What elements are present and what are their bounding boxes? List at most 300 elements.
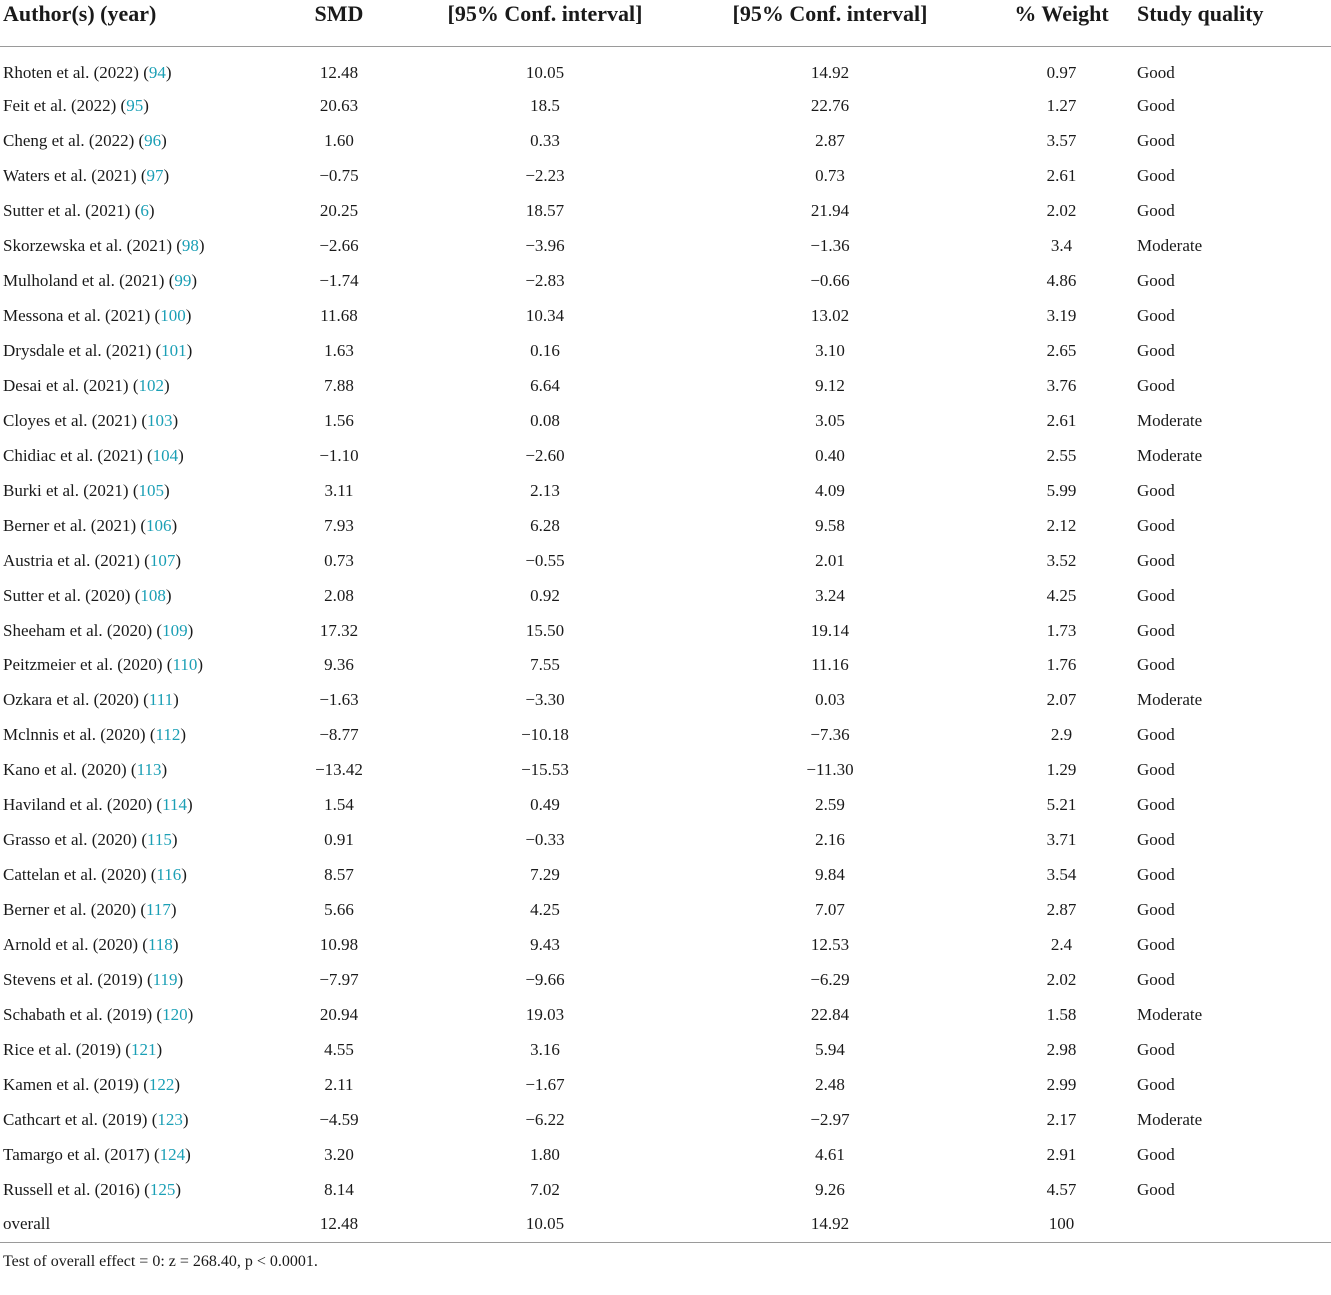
table-row xyxy=(0,508,1331,543)
table-row xyxy=(0,1137,1331,1172)
cell-smd: −0.75 xyxy=(319,166,359,186)
cell-author xyxy=(0,124,258,159)
cell-smd: 0.73 xyxy=(324,550,354,570)
author-close-paren: ) xyxy=(170,900,177,920)
cell-quality: Good xyxy=(1137,63,1175,82)
cell-ci-high: 2.01 xyxy=(815,550,845,570)
cell-ci-low: 0.92 xyxy=(530,585,560,605)
cell-author xyxy=(0,1137,258,1172)
cell-ci-high: 0.40 xyxy=(815,445,845,465)
cell-author xyxy=(0,229,258,264)
cell-quality: Good xyxy=(1137,166,1175,186)
cell-ci-low: −2.83 xyxy=(525,271,565,291)
reference-link[interactable]: 98 xyxy=(181,236,199,256)
cell-ci-low: 19.03 xyxy=(525,1004,565,1024)
author-close-paren: ) xyxy=(186,795,193,815)
table-row xyxy=(0,438,1331,473)
reference-link[interactable]: 99 xyxy=(174,271,192,291)
cell-author xyxy=(0,1172,258,1207)
cell-weight: 2.61 xyxy=(1046,410,1077,430)
author-close-paren: ) xyxy=(163,166,170,186)
cell-ci-high: −2.97 xyxy=(810,1109,850,1129)
cell-weight: 4.25 xyxy=(1046,585,1077,605)
cell-author xyxy=(0,89,258,124)
cell-weight: 3.4 xyxy=(1050,236,1073,256)
cell-ci-high: 2.87 xyxy=(815,131,845,151)
author-text: Grasso et al. (2020) ( xyxy=(3,830,147,850)
table-row xyxy=(0,264,1331,299)
cell-author xyxy=(0,823,258,858)
author-text: Kamen et al. (2019) ( xyxy=(3,1074,149,1094)
table-row xyxy=(0,473,1331,508)
author-close-paren: ) xyxy=(143,96,149,116)
cell-smd: 20.25 xyxy=(319,201,359,221)
cell-ci-high: 9.26 xyxy=(815,1179,845,1199)
reference-link[interactable]: 123 xyxy=(157,1109,183,1129)
cell-weight: 2.98 xyxy=(1046,1039,1077,1059)
reference-link[interactable]: 119 xyxy=(152,969,178,989)
reference-link[interactable]: 124 xyxy=(159,1144,186,1164)
author-close-paren: ) xyxy=(174,1074,181,1094)
cell-ci-high: 3.24 xyxy=(815,585,845,605)
author-close-paren: ) xyxy=(185,1144,191,1164)
reference-link[interactable]: 94 xyxy=(148,63,166,82)
author-close-paren: ) xyxy=(186,341,193,361)
cell-ci-high: 21.94 xyxy=(810,201,850,221)
cell-ci-low: 0.49 xyxy=(530,795,560,815)
author-text: Mulholand et al. (2021) ( xyxy=(3,271,175,291)
cell-weight: 3.52 xyxy=(1046,550,1077,570)
cell-author xyxy=(0,473,258,508)
author-text: Kano et al. (2020) ( xyxy=(3,760,137,780)
cell-ci-high: 22.76 xyxy=(810,96,850,116)
cell-smd: 1.60 xyxy=(324,131,354,151)
header-smd: SMD xyxy=(258,0,420,47)
author-text: overall xyxy=(3,1214,51,1234)
cell-smd: −1.63 xyxy=(319,690,359,710)
author-text: Waters et al. (2021) ( xyxy=(3,166,147,186)
cell-ci-low: −9.66 xyxy=(525,969,565,989)
cell-author xyxy=(0,997,258,1032)
cell-ci-low: 18.5 xyxy=(530,96,560,116)
table-row xyxy=(0,578,1331,613)
author-close-paren: ) xyxy=(172,410,179,430)
cell-quality: Good xyxy=(1137,515,1175,535)
author-text: Berner et al. (2021) ( xyxy=(3,515,147,535)
cell-ci-low: 10.34 xyxy=(525,306,565,326)
cell-author xyxy=(0,683,258,718)
author-text: Rice et al. (2019) ( xyxy=(3,1039,131,1059)
author-close-paren: ) xyxy=(175,1179,182,1199)
reference-link[interactable]: 107 xyxy=(149,550,176,570)
cell-smd: −2.66 xyxy=(319,236,359,256)
author-close-paren: ) xyxy=(175,550,181,570)
cell-author xyxy=(0,369,258,404)
reference-link[interactable]: 109 xyxy=(162,620,188,640)
cell-ci-low: 2.13 xyxy=(530,480,560,500)
table-row xyxy=(0,997,1331,1032)
reference-link[interactable]: 113 xyxy=(136,760,162,780)
cell-smd: 1.56 xyxy=(324,410,354,430)
cell-author xyxy=(0,1032,258,1067)
cell-quality: Good xyxy=(1137,341,1175,361)
header-author: Author(s) (year) xyxy=(0,0,258,47)
cell-weight: 3.76 xyxy=(1046,375,1077,395)
cell-smd: 9.36 xyxy=(324,655,354,675)
cell-author xyxy=(0,334,258,369)
cell-ci-low: −2.60 xyxy=(525,445,565,465)
cell-quality: Good xyxy=(1137,131,1175,151)
reference-link[interactable]: 115 xyxy=(147,830,172,850)
author-close-paren: ) xyxy=(163,375,170,395)
cell-ci-high: 11.16 xyxy=(811,655,849,675)
cell-quality: Good xyxy=(1137,795,1175,815)
cell-weight: 4.57 xyxy=(1046,1179,1077,1199)
reference-link[interactable]: 100 xyxy=(160,306,186,326)
table-header xyxy=(0,0,1331,47)
cell-quality: Good xyxy=(1137,760,1175,780)
cell-smd: −13.42 xyxy=(315,760,363,780)
table-row xyxy=(0,47,1331,90)
cell-ci-high: −0.66 xyxy=(810,271,850,291)
table-row xyxy=(0,613,1331,648)
author-text: Feit et al. (2022) ( xyxy=(3,96,127,116)
table-row xyxy=(0,1172,1331,1207)
cell-smd: 11.68 xyxy=(320,306,358,326)
author-close-paren: ) xyxy=(197,655,204,675)
cell-quality: Good xyxy=(1137,1144,1175,1164)
table-row xyxy=(0,753,1331,788)
table-row xyxy=(0,788,1331,823)
reference-link[interactable]: 114 xyxy=(162,795,187,815)
author-close-paren: ) xyxy=(187,1004,194,1024)
author-text: Cloyes et al. (2021) ( xyxy=(3,410,147,430)
author-close-paren: ) xyxy=(161,131,167,151)
cell-quality: Moderate xyxy=(1137,410,1203,430)
cell-quality: Good xyxy=(1137,969,1175,989)
cell-ci-low: 7.55 xyxy=(530,655,560,675)
reference-link[interactable]: 108 xyxy=(140,585,166,605)
reference-link[interactable]: 122 xyxy=(148,1074,175,1094)
cell-ci-high: 3.05 xyxy=(815,410,845,430)
cell-weight: 1.73 xyxy=(1046,620,1077,640)
reference-link[interactable]: 104 xyxy=(152,445,179,465)
cell-smd: −1.10 xyxy=(319,445,359,465)
table-row xyxy=(0,893,1331,928)
author-text: Sutter et al. (2020) ( xyxy=(3,585,141,605)
cell-ci-low: 15.50 xyxy=(525,620,565,640)
cell-author xyxy=(0,858,258,893)
cell-author xyxy=(0,1102,258,1137)
author-text: Chidiac et al. (2021) ( xyxy=(3,445,153,465)
cell-ci-high: 4.61 xyxy=(815,1144,845,1164)
cell-weight: 2.55 xyxy=(1046,445,1077,465)
cell-ci-high: 2.59 xyxy=(815,795,845,815)
author-close-paren: ) xyxy=(181,865,187,885)
cell-weight: 4.86 xyxy=(1046,271,1077,291)
author-close-paren: ) xyxy=(187,620,194,640)
table-row xyxy=(0,369,1331,404)
table-row xyxy=(0,1067,1331,1102)
cell-weight: 3.71 xyxy=(1046,830,1077,850)
reference-link[interactable]: 116 xyxy=(156,865,182,885)
header-weight: % Weight xyxy=(990,0,1133,47)
cell-author xyxy=(0,578,258,613)
cell-ci-low: 6.64 xyxy=(530,375,560,395)
cell-weight: 2.65 xyxy=(1046,341,1077,361)
cell-ci-low: −10.18 xyxy=(521,725,569,745)
cell-ci-low: 18.57 xyxy=(525,201,565,221)
cell-author xyxy=(0,1207,258,1242)
cell-author xyxy=(0,47,258,90)
cell-ci-low: 6.28 xyxy=(530,515,560,535)
cell-ci-low: −15.53 xyxy=(521,760,569,780)
cell-smd: 20.63 xyxy=(319,96,359,116)
author-text: Schabath et al. (2019) ( xyxy=(3,1004,163,1024)
cell-author xyxy=(0,648,258,683)
cell-ci-low: 4.25 xyxy=(530,900,560,920)
cell-ci-high: 9.12 xyxy=(815,375,845,395)
cell-ci-high: 4.09 xyxy=(815,480,845,500)
reference-link[interactable]: 110 xyxy=(172,655,198,675)
cell-smd: 8.14 xyxy=(324,1179,354,1199)
cell-quality: Moderate xyxy=(1137,1004,1203,1024)
cell-quality: Moderate xyxy=(1137,236,1203,256)
author-close-paren: ) xyxy=(171,830,178,850)
cell-quality: Good xyxy=(1137,934,1175,954)
author-text: Haviland et al. (2020) ( xyxy=(3,795,163,815)
reference-link[interactable]: 111 xyxy=(148,690,174,710)
header-ci-high: [95% Conf. interval] xyxy=(670,0,990,47)
reference-link[interactable]: 117 xyxy=(146,900,171,920)
cell-ci-high: −1.36 xyxy=(810,236,850,256)
cell-quality: Good xyxy=(1137,96,1175,116)
cell-quality: Good xyxy=(1137,585,1175,605)
reference-link[interactable]: 95 xyxy=(126,96,144,116)
cell-author xyxy=(0,613,258,648)
cell-ci-low: 7.29 xyxy=(530,865,560,885)
cell-smd: 5.66 xyxy=(324,900,354,920)
cell-weight: 2.99 xyxy=(1046,1074,1077,1094)
author-close-paren: ) xyxy=(173,690,179,710)
table-footnote: Test of overall effect = 0: z = 268.40, p < 0.0001. xyxy=(3,1252,318,1270)
author-close-paren: ) xyxy=(180,725,187,745)
cell-author xyxy=(0,264,258,299)
reference-link[interactable]: 120 xyxy=(162,1004,188,1024)
header-ci-low: [95% Conf. interval] xyxy=(420,0,670,47)
cell-smd: 12.48 xyxy=(258,1207,420,1242)
cell-weight: 2.9 xyxy=(1050,725,1073,745)
reference-link[interactable]: 96 xyxy=(144,131,162,151)
cell-quality: Good xyxy=(1137,620,1175,640)
cell-ci-low: 3.16 xyxy=(530,1039,560,1059)
table-row xyxy=(0,1032,1331,1067)
cell-smd: 7.93 xyxy=(324,515,354,535)
cell-ci-high: 19.14 xyxy=(810,620,850,640)
cell-ci-high: 5.94 xyxy=(815,1039,845,1059)
reference-link[interactable]: 121 xyxy=(130,1039,157,1059)
author-text: Sheeham et al. (2020) ( xyxy=(3,620,163,640)
author-text: Austria et al. (2021) ( xyxy=(3,550,150,570)
cell-weight: 3.54 xyxy=(1046,865,1077,885)
cell-ci-low: −6.22 xyxy=(525,1109,565,1129)
cell-weight: 3.19 xyxy=(1046,306,1077,326)
cell-smd: 20.94 xyxy=(319,1004,359,1024)
author-text: Burki et al. (2021) ( xyxy=(3,480,139,500)
author-close-paren: ) xyxy=(182,1109,189,1129)
author-text: Arnold et al. (2020) ( xyxy=(3,934,148,954)
cell-quality: Good xyxy=(1137,725,1175,745)
author-text: Stevens et al. (2019) ( xyxy=(3,969,153,989)
reference-link[interactable]: 112 xyxy=(155,725,181,745)
reference-link[interactable]: 103 xyxy=(147,410,173,430)
cell-smd: 2.08 xyxy=(324,585,354,605)
cell-quality: Good xyxy=(1137,830,1175,850)
cell-ci-high: 7.07 xyxy=(815,900,845,920)
table-row xyxy=(0,124,1331,159)
cell-smd: 2.11 xyxy=(324,1074,354,1094)
reference-link[interactable]: 6 xyxy=(140,201,149,221)
cell-weight: 2.17 xyxy=(1046,1109,1077,1129)
cell-quality: Good xyxy=(1137,375,1175,395)
table-row xyxy=(0,718,1331,753)
author-close-paren: ) xyxy=(178,445,184,465)
cell-ci-low: 9.43 xyxy=(530,934,560,954)
table-row xyxy=(0,334,1331,369)
reference-link[interactable]: 105 xyxy=(138,480,164,500)
table-row xyxy=(0,89,1331,124)
author-text: Russell et al. (2016) ( xyxy=(3,1179,150,1199)
cell-weight: 1.76 xyxy=(1046,655,1077,675)
table-row xyxy=(0,823,1331,858)
reference-link[interactable]: 97 xyxy=(146,166,164,186)
cell-ci-low: −2.23 xyxy=(525,166,565,186)
cell-weight: 2.61 xyxy=(1046,166,1077,186)
cell-ci-high: 14.92 xyxy=(810,63,850,82)
cell-smd: 4.55 xyxy=(324,1039,354,1059)
cell-ci-high: −11.30 xyxy=(806,760,854,780)
cell-weight: 3.57 xyxy=(1046,131,1077,151)
author-text: Drysdale et al. (2021) ( xyxy=(3,341,162,361)
author-text: Desai et al. (2021) ( xyxy=(3,375,139,395)
cell-ci-high: −6.29 xyxy=(810,969,850,989)
cell-smd: 10.98 xyxy=(319,934,359,954)
author-close-paren: ) xyxy=(156,1039,163,1059)
table-row xyxy=(0,229,1331,264)
table-row xyxy=(0,403,1331,438)
cell-weight: 2.02 xyxy=(1046,969,1077,989)
table-row xyxy=(0,683,1331,718)
cell-ci-low: 0.08 xyxy=(530,410,560,430)
cell-quality: Good xyxy=(1137,271,1175,291)
cell-ci-low: −3.96 xyxy=(525,236,565,256)
author-text: Cattelan et al. (2020) ( xyxy=(3,865,157,885)
cell-weight: 1.27 xyxy=(1046,96,1077,116)
cell-smd: 7.88 xyxy=(324,375,354,395)
cell-author xyxy=(0,194,258,229)
author-close-paren: ) xyxy=(161,760,168,780)
cell-weight: 2.12 xyxy=(1046,515,1077,535)
table-body xyxy=(0,47,1331,1243)
author-text: Cheng et al. (2022) ( xyxy=(3,131,145,151)
cell-author xyxy=(0,753,258,788)
cell-quality: Good xyxy=(1137,865,1175,885)
table-row xyxy=(0,1102,1331,1137)
cell-smd: 17.32 xyxy=(319,620,359,640)
table-row xyxy=(0,928,1331,963)
cell-quality: Good xyxy=(1137,1074,1175,1094)
reference-link[interactable]: 125 xyxy=(149,1179,176,1199)
cell-ci-low: −1.67 xyxy=(525,1074,565,1094)
cell-weight: 2.87 xyxy=(1046,900,1077,920)
cell-ci-low: 0.33 xyxy=(530,131,560,151)
table-row xyxy=(0,962,1331,997)
cell-weight: 2.02 xyxy=(1046,201,1077,221)
cell-weight: 2.07 xyxy=(1046,690,1077,710)
cell-smd: −7.97 xyxy=(319,969,359,989)
author-close-paren: ) xyxy=(165,585,172,605)
cell-quality: Moderate xyxy=(1137,445,1203,465)
reference-link[interactable]: 102 xyxy=(138,375,164,395)
author-text: Cathcart et al. (2019) ( xyxy=(3,1109,158,1129)
table-row xyxy=(0,1207,1331,1242)
cell-author xyxy=(0,508,258,543)
author-text: Skorzewska et al. (2021) ( xyxy=(3,236,182,256)
cell-author xyxy=(0,438,258,473)
table-row xyxy=(0,194,1331,229)
cell-quality: Good xyxy=(1137,550,1175,570)
cell-author xyxy=(0,962,258,997)
cell-quality: Moderate xyxy=(1137,690,1203,710)
cell-author xyxy=(0,788,258,823)
cell-smd: 12.48 xyxy=(319,63,359,82)
cell-author xyxy=(0,928,258,963)
cell-ci-high: 2.48 xyxy=(815,1074,845,1094)
reference-link[interactable]: 101 xyxy=(161,341,187,361)
cell-smd: 8.57 xyxy=(324,865,354,885)
cell-ci-low: 1.80 xyxy=(530,1144,560,1164)
cell-ci-high: 14.92 xyxy=(670,1207,990,1242)
cell-ci-low: 10.05 xyxy=(420,1207,670,1242)
cell-ci-low: 7.02 xyxy=(530,1179,560,1199)
author-text: Mclnnis et al. (2020) ( xyxy=(3,725,156,745)
cell-weight: 0.97 xyxy=(1046,63,1077,82)
cell-ci-low: 0.16 xyxy=(530,341,560,361)
cell-ci-high: 2.16 xyxy=(815,830,845,850)
cell-smd: −8.77 xyxy=(319,725,359,745)
reference-link[interactable]: 106 xyxy=(146,515,172,535)
author-close-paren: ) xyxy=(177,969,184,989)
author-close-paren: ) xyxy=(191,271,198,291)
cell-quality xyxy=(1133,1207,1331,1242)
author-text: Messona et al. (2021) ( xyxy=(3,306,161,326)
author-close-paren: ) xyxy=(198,236,205,256)
author-text: Rhoten et al. (2022) ( xyxy=(3,63,149,82)
table-row xyxy=(0,648,1331,683)
author-text: Tamargo et al. (2017) ( xyxy=(3,1144,160,1164)
author-close-paren: ) xyxy=(185,306,192,326)
table-row xyxy=(0,858,1331,893)
cell-weight: 5.21 xyxy=(1046,795,1077,815)
cell-ci-high: 3.10 xyxy=(815,341,845,361)
author-close-paren: ) xyxy=(164,480,170,500)
cell-ci-high: 12.53 xyxy=(810,934,850,954)
cell-quality: Good xyxy=(1137,201,1175,221)
cell-author xyxy=(0,893,258,928)
cell-weight: 1.58 xyxy=(1046,1004,1077,1024)
cell-ci-high: 22.84 xyxy=(810,1004,850,1024)
reference-link[interactable]: 118 xyxy=(147,934,173,954)
